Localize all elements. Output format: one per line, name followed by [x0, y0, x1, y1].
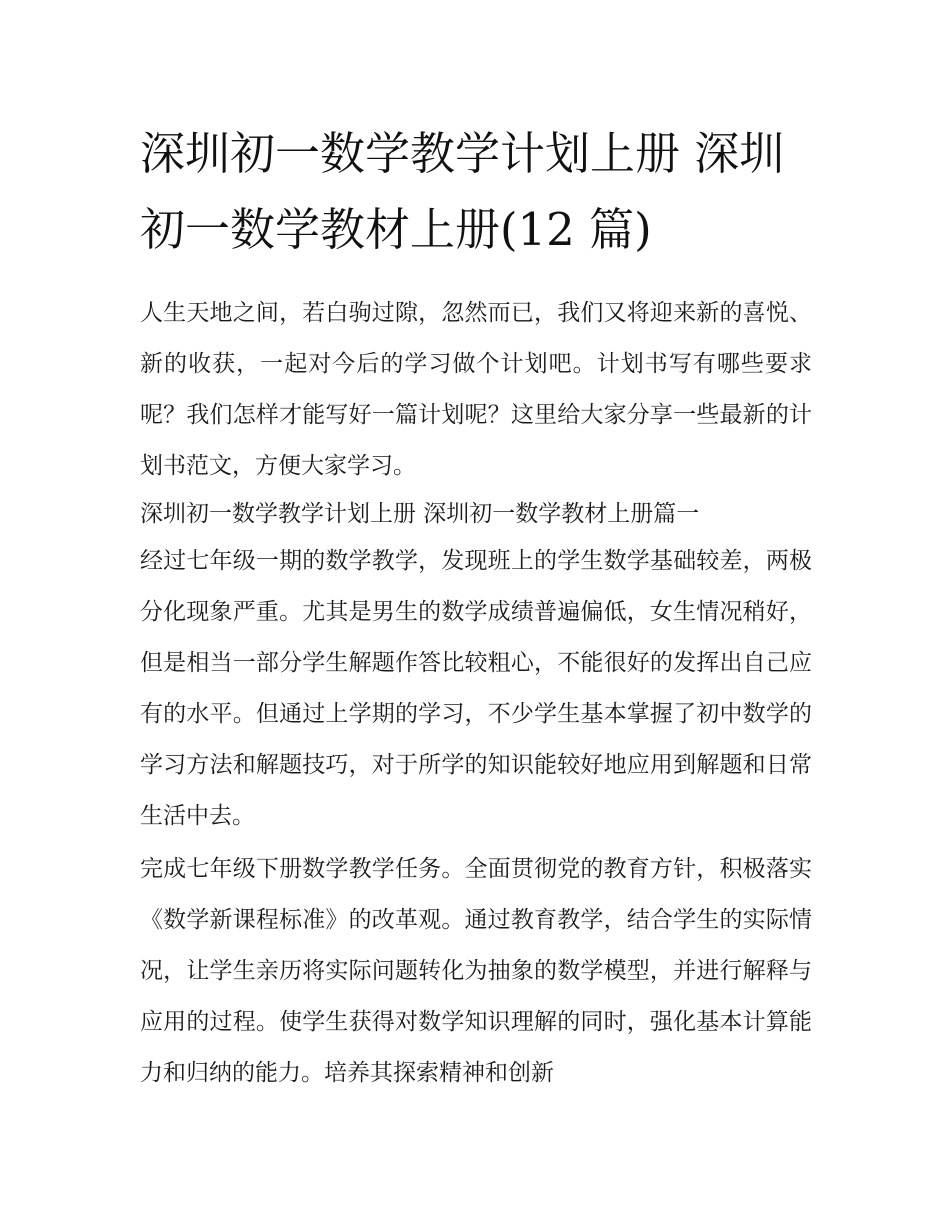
- document-content: [140, 116, 812, 1099]
- body-paragraph: 经过七年级一期的数学教学，发现班上的学生数学基础较差，两极分化现象严重。尤其是男生的数学成绩普遍偏低，女生情况稍好，但是相当一部分学生解题作答比较粗心，不能很好的发挥出自己应有的水平。但通过上学期的学习，不少学生基本掌握了初中数学的学习方法和解题技巧，对于所学的知识能较好地应用到解题和日常生活中去。: [140, 548, 812, 829]
- intro-paragraph: 人生天地之间，若白驹过隙，忽然而已，我们又将迎来新的喜悦、新的收获，一起对今后的学习做个计划吧。计划书写有哪些要求呢？我们怎样才能写好一篇计划呢？这里给大家分享一些最新的计划书范文，方便大家学习。: [140, 300, 812, 479]
- body-paragraph: 完成七年级下册数学教学任务。全面贯彻党的教育方针，积极落实《数学新课程标准》的改革观。通过教育教学，结合学生的实际情况，让学生亲历将实际问题转化为抽象的数学模型，并进行解释与应用的过程。使学生获得对数学知识理解的同时，强化基本计算能力和归纳的能力。培养其探索精神和创新: [140, 856, 812, 1086]
- document-title: 深圳初一数学教学计划上册 深圳初一数学教材上册(12 篇): [140, 127, 785, 256]
- section-heading: 深圳初一数学教学计划上册 深圳初一数学教材上册篇一: [140, 501, 700, 527]
